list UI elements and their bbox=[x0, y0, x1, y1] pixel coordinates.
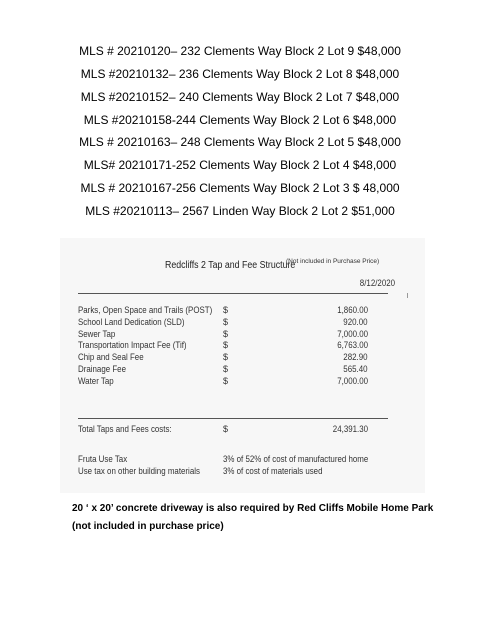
listing-line: MLS # 20210167-256 Clements Way Block 2 Lot 3 $ 48,000 bbox=[80, 181, 400, 196]
fee-row bbox=[78, 364, 388, 376]
divider bbox=[78, 418, 388, 419]
driveway-footnote bbox=[72, 500, 452, 536]
divider bbox=[78, 293, 388, 294]
scan-speck bbox=[407, 293, 408, 298]
fee-amount: 7,000.00 bbox=[337, 328, 368, 339]
listing-line: MLS # 20210163– 248 Clements Way Block 2 Lot 5 $48,000 bbox=[79, 135, 401, 150]
listing-line: MLS #20210158-244 Clements Way Block 2 Lot 6 $48,000 bbox=[83, 112, 397, 127]
fee-structure-scan bbox=[60, 238, 425, 493]
listing-line: MLS #20210113– 2567 Linden Way Block 2 Lot 2 $51,000 bbox=[85, 203, 395, 218]
fee-name: Transportation Impact Fee (Tif) bbox=[78, 340, 187, 351]
tax-value: 3% of cost of materials used bbox=[223, 466, 323, 476]
mls-listing-list bbox=[0, 40, 480, 223]
fee-amount: 920.00 bbox=[343, 316, 368, 327]
fee-currency: $ bbox=[223, 352, 229, 363]
fee-rows bbox=[78, 305, 388, 388]
fee-table-date: 8/12/2020 bbox=[359, 278, 395, 288]
fee-table-note: (Not included in Purchase Price) bbox=[286, 258, 380, 265]
fee-currency: $ bbox=[223, 363, 229, 374]
total-currency: $ bbox=[223, 424, 229, 434]
listing-line: MLS # 20210120– 232 Clements Way Block 2 Lot 9 $48,000 bbox=[79, 44, 401, 58]
tax-row bbox=[78, 453, 408, 465]
fee-row bbox=[78, 317, 388, 329]
tax-notes bbox=[78, 453, 408, 477]
fee-row bbox=[78, 340, 388, 352]
fee-currency: $ bbox=[223, 375, 229, 386]
tax-name: Use tax on other building materials bbox=[78, 466, 200, 476]
total-label: Total Taps and Fees costs: bbox=[78, 424, 172, 434]
fee-name: Chip and Seal Fee bbox=[78, 352, 144, 363]
fee-amount: 6,763.00 bbox=[337, 340, 368, 351]
footnote-line: (not included in purchase price) bbox=[72, 521, 224, 532]
fee-row bbox=[78, 305, 388, 317]
fee-name: School Land Dedication (SLD) bbox=[78, 316, 185, 327]
fee-currency: $ bbox=[223, 328, 229, 339]
fee-amount: 282.90 bbox=[343, 352, 368, 363]
listing-line: MLS #20210152– 240 Clements Way Block 2 Lot 7 $48,000 bbox=[80, 89, 400, 104]
fee-name: Water Tap bbox=[78, 375, 114, 386]
fee-amount: 7,000.00 bbox=[337, 375, 368, 386]
fee-name: Drainage Fee bbox=[78, 363, 127, 374]
tax-value: 3% of 52% of cost of manufactured home bbox=[223, 454, 369, 464]
total-row bbox=[78, 424, 388, 436]
fee-row bbox=[78, 424, 388, 436]
fee-row bbox=[78, 376, 388, 388]
tax-name: Fruta Use Tax bbox=[78, 454, 128, 464]
fee-amount: 1,860.00 bbox=[337, 305, 368, 315]
listing-line: MLS #20210132– 236 Clements Way Block 2 Lot 8 $48,000 bbox=[80, 66, 400, 81]
footnote-line: 20 ‘ x 20’ concrete driveway is also required by Red Cliffs Mobile Home Park bbox=[72, 503, 434, 514]
fee-row bbox=[78, 329, 388, 341]
fee-table-title: Redcliffs 2 Tap and Fee Structure bbox=[165, 260, 296, 271]
fee-currency: $ bbox=[223, 305, 229, 315]
tax-row bbox=[78, 465, 408, 477]
fee-row bbox=[78, 352, 388, 364]
fee-currency: $ bbox=[223, 340, 229, 351]
fee-name: Parks, Open Space and Trails (POST) bbox=[78, 305, 213, 315]
fee-amount: 565.40 bbox=[343, 363, 368, 374]
fee-currency: $ bbox=[223, 316, 229, 327]
listing-line: MLS# 20210171-252 Clements Way Block 2 Lot 4 $48,000 bbox=[83, 158, 397, 173]
fee-name: Sewer Tap bbox=[78, 328, 116, 339]
total-amount: 24,391.30 bbox=[332, 424, 368, 434]
